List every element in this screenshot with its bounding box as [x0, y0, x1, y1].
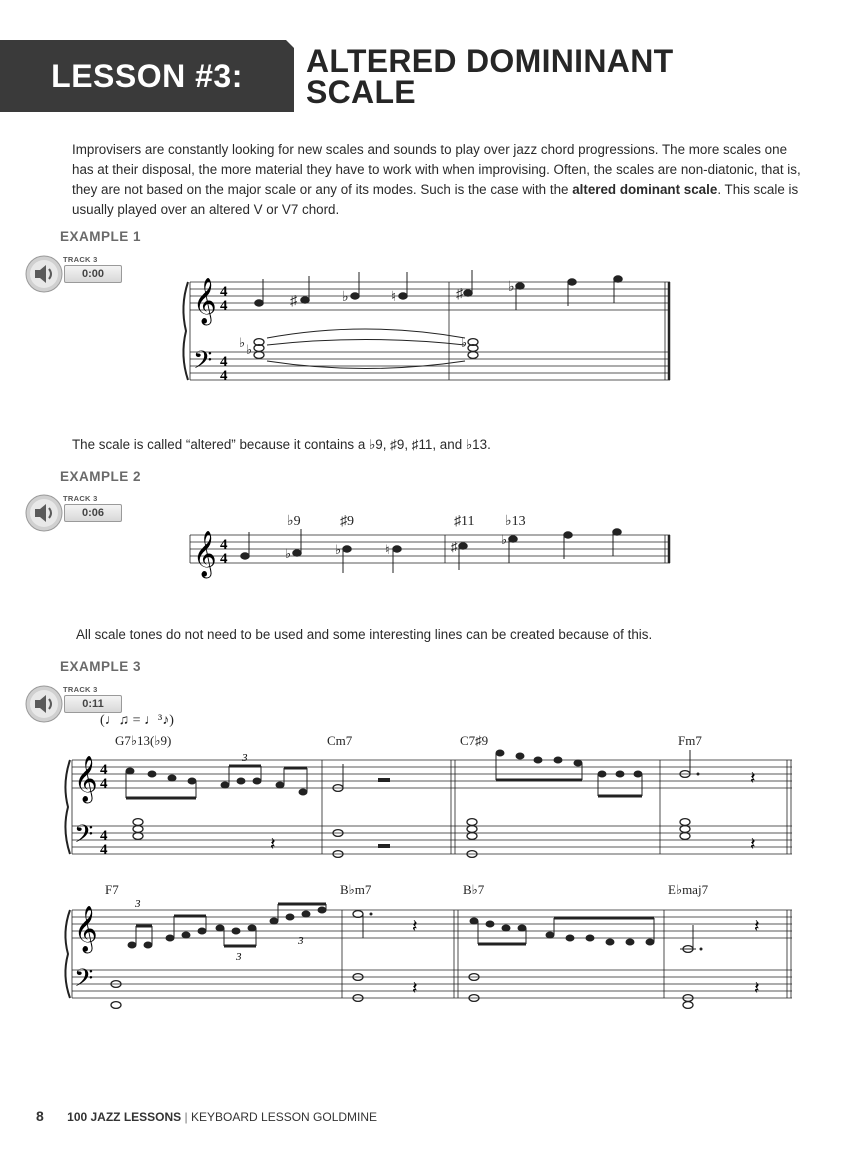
speaker-icon[interactable] [24, 254, 64, 294]
scale-tones-sentence: All scale tones do not need to be used and some interesting lines can be created because of this. [76, 627, 653, 642]
flat-glyph: ♭ [501, 532, 508, 547]
quarter-rest: 𝄽 [754, 916, 760, 936]
triplet-mark: 3 [236, 951, 242, 963]
book-title: 100 JAZZ LESSONS [67, 1110, 182, 1124]
treble-clef: 𝄞 [74, 756, 98, 801]
chord-symbol: B♭7 [463, 882, 485, 897]
example-2-audio[interactable] [24, 493, 124, 533]
track-number: TRACK 3 [63, 255, 98, 264]
time-sig-top-bass: 4 [100, 828, 108, 844]
quarter-rest: 𝄽 [750, 834, 756, 854]
chord-symbol: C7♯9 [460, 733, 489, 748]
example-2-notation [175, 505, 685, 580]
time-sig-bottom: 4 [100, 776, 108, 792]
flat-glyph: ♭ [246, 342, 253, 357]
natural-glyph: ♮ [385, 542, 390, 557]
speaker-icon[interactable] [24, 493, 64, 533]
time-sig-bottom: 4 [220, 551, 228, 567]
sharp-glyph: ♯ [456, 287, 463, 302]
footer-separator: | [184, 1110, 188, 1124]
intro-bold-term: altered dominant scale [572, 182, 718, 197]
natural-glyph: ♮ [391, 290, 397, 305]
page-title [306, 43, 826, 110]
chord-symbol: F7 [105, 882, 119, 897]
swing-marking: (♩♫ = ♩³♪) [100, 713, 174, 728]
intro-text-end: . This scale is usually played over an altered V or V7 chord. [72, 182, 799, 217]
annotation-sharp11: ♯11 [454, 514, 475, 529]
triplet-mark: 3 [135, 898, 141, 910]
page-footer [36, 1108, 377, 1124]
quarter-rest: 𝄽 [754, 978, 760, 998]
bass-clef: 𝄢 [74, 821, 94, 854]
example-1-audio[interactable] [24, 254, 124, 294]
bass-clef: 𝄢 [74, 965, 94, 998]
time-sig-top: 4 [220, 284, 228, 300]
time-sig-top-bass: 4 [220, 354, 228, 370]
chord-symbol: Fm7 [678, 733, 702, 748]
chord-symbol: Cm7 [327, 733, 353, 748]
example-3-label: EXAMPLE 3 [60, 659, 142, 674]
track-time: 0:06 [64, 504, 122, 522]
example-1-label: EXAMPLE 1 [60, 229, 142, 244]
annotation-flat9: ♭9 [287, 514, 301, 529]
flat-glyph: ♭ [461, 335, 468, 350]
track-time: 0:11 [64, 695, 122, 713]
flat-glyph: ♭ [239, 335, 246, 350]
time-sig-bottom: 4 [220, 298, 228, 314]
intro-text: Improvisers are constantly looking for new scales and sounds to play over jazz chord progressions. The more scales one has at their disposal, the more material they have to work with when improvising. Often, the scales are non-diatonic, that is, they are not based on the major scale or any of its modes. Such is the case with the [72, 142, 801, 197]
treble-clef: 𝄞 [193, 278, 217, 323]
track-number: TRACK 3 [63, 494, 98, 503]
treble-clef: 𝄞 [74, 906, 98, 951]
example-2-label: EXAMPLE 2 [60, 469, 142, 484]
sharp-glyph: ♯ [290, 294, 297, 309]
time-sig-top: 4 [220, 537, 228, 553]
example-3-notation [60, 708, 800, 1018]
flat-glyph: ♭ [342, 290, 349, 305]
quarter-rest: 𝄽 [270, 834, 276, 854]
triplet-mark: 3 [242, 752, 248, 764]
quarter-rest: 𝄽 [412, 978, 418, 998]
quarter-rest: 𝄽 [750, 768, 756, 788]
treble-clef: 𝄞 [193, 531, 217, 576]
time-sig-bottom-bass: 4 [100, 842, 108, 858]
speaker-icon[interactable] [24, 684, 64, 724]
flat-glyph: ♭ [285, 546, 292, 561]
example-1-notation [175, 270, 685, 390]
lesson-number: LESSON #3: [51, 58, 243, 94]
annotation-sharp9: ♯9 [340, 514, 354, 529]
sharp-glyph: ♯ [451, 539, 458, 554]
series-title: KEYBOARD LESSON GOLDMINE [191, 1110, 378, 1124]
time-sig-bottom-bass: 4 [220, 368, 228, 384]
track-number: TRACK 3 [63, 685, 98, 694]
triplet-mark: 3 [298, 935, 304, 947]
chord-symbol: E♭maj7 [668, 882, 709, 897]
time-sig-top: 4 [100, 762, 108, 778]
intro-paragraph [72, 140, 802, 220]
chord-symbol: B♭m7 [340, 882, 372, 897]
title-line-2: SCALE [306, 74, 416, 110]
annotation-flat13: ♭13 [505, 514, 526, 529]
title-line-1: ALTERED DOMININANT [306, 43, 674, 79]
flat-glyph: ♭ [508, 280, 515, 295]
flat-glyph: ♭ [335, 542, 342, 557]
altered-explanation: The scale is called “altered” because it contains a ♭9, ♯9, ♯11, and ♭13. [72, 437, 491, 452]
track-time: 0:00 [64, 265, 122, 283]
page-number: 8 [36, 1108, 44, 1124]
chord-symbol: G7♭13(♭9) [115, 733, 172, 748]
bass-clef: 𝄢 [193, 347, 213, 380]
quarter-rest: 𝄽 [412, 916, 418, 936]
